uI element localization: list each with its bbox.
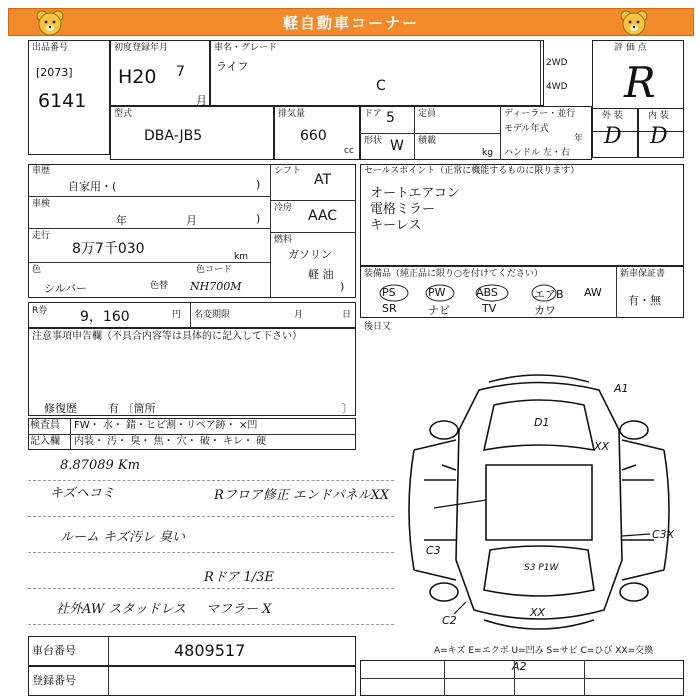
damage-mark: C3X <box>652 528 675 541</box>
color-value: シルバー <box>44 282 87 295</box>
equip-item: TV <box>482 302 497 315</box>
sales-point: キーレス <box>370 218 422 233</box>
hand-note: 社外AW スタッドレス <box>56 602 186 617</box>
damage-mark: S3 P1W <box>524 563 559 573</box>
equip-item: ABS <box>476 286 498 299</box>
equip-item: PW <box>428 286 446 299</box>
name-change-day: 日 <box>342 310 352 320</box>
model-year-label: モデル年式 <box>504 124 549 134</box>
handle-label: ハンドル 左・右 <box>504 148 570 158</box>
car-no-label: 車台番号 <box>32 644 76 657</box>
type-label: 型式 <box>114 109 133 119</box>
auction-sheet <box>24 40 684 696</box>
color-code: NH700M <box>190 280 242 293</box>
shape-label: 形状 <box>364 136 383 146</box>
repair-close: 〕 <box>342 402 353 415</box>
hand-note: キズヘコミ <box>50 486 115 501</box>
shift-label: シフト <box>274 166 302 176</box>
equip-item: ナビ <box>428 304 450 317</box>
lot-label: 出品番号 <box>32 43 69 53</box>
equip-item: AW <box>584 286 602 299</box>
damage-mark: A1 <box>614 382 629 395</box>
color-code-label: 色コード <box>196 265 233 275</box>
equip-label: 装備品（純正品に限り○を付けてください） <box>364 269 543 279</box>
shaken-year: 年 <box>116 214 127 227</box>
damage-mark: C3 <box>426 544 441 557</box>
equip-item: エアB <box>534 288 564 301</box>
warranty-value: 有・無 <box>628 294 661 307</box>
fuel-label: 燃料 <box>274 235 293 245</box>
type-code: DBA-JB5 <box>144 128 203 144</box>
score-label: 評 価 点 <box>614 43 647 53</box>
km-unit: km <box>234 252 248 262</box>
door-count: 5 <box>386 110 395 126</box>
price-box <box>28 302 356 328</box>
shaken-close: ) <box>256 212 261 225</box>
mileage-value: 8万7千030 <box>72 241 145 257</box>
damage-mark: D1 <box>534 416 550 429</box>
fuel-diesel: 軽 油 <box>308 268 334 281</box>
load-label: 積載 <box>418 136 437 146</box>
mileage-label: 走行 <box>32 231 51 241</box>
load-unit: kg <box>482 148 493 158</box>
history-label: 車歴 <box>32 166 51 176</box>
header-bar <box>8 8 694 36</box>
damage-mark: A2 <box>512 660 527 673</box>
history-close: ) <box>256 178 261 191</box>
hand-note: Rフロア修正 エンドパネルXX <box>214 488 390 503</box>
ac-value: AAC <box>308 208 338 224</box>
equip-item: SR <box>382 302 397 315</box>
damage-mark: C2 <box>442 614 457 627</box>
bear-icon <box>619 9 649 39</box>
hand-note: Rドア 1/3E <box>204 570 274 585</box>
equip-circles <box>360 266 616 318</box>
hand-note: ルーム キズ汚レ 臭い <box>60 530 186 545</box>
grade: C <box>376 78 386 94</box>
car-no-value: 4809517 <box>174 641 246 660</box>
car-outline <box>409 375 669 629</box>
repair-value: 有 〔箇所 <box>108 402 156 415</box>
int-grade: D <box>650 124 668 149</box>
dealer-label: ディーラー・並行 <box>504 109 576 119</box>
color-change: 色替 <box>150 281 169 291</box>
diagram-legend: A=キズ E=エクボ U=凹み S=サビ C=ひび XX=交換 <box>434 646 654 656</box>
reg-no-label: 登録番号 <box>32 674 76 687</box>
fuel-close: ) <box>340 280 345 293</box>
shaken-label: 車検 <box>32 199 51 209</box>
shaken-month: 月 <box>186 214 197 227</box>
disp-label: 排気量 <box>278 109 306 119</box>
reg-year: H20 <box>118 66 157 88</box>
sales-label: セールスポイント（正常に機能するものに限ります） <box>364 166 580 176</box>
reg-no-box <box>28 666 356 696</box>
door-label: ドア <box>364 109 382 119</box>
model-name: ライフ <box>216 60 249 73</box>
inspect-row2: 内装・ 汚・ 臭・ 焦・ 穴・ 破・ キレ・ 硬 <box>74 436 267 447</box>
history-value: 自家用・( <box>68 180 117 193</box>
sales-point: オートエアコン <box>370 186 460 201</box>
equip-item: カワ <box>534 304 556 317</box>
ac-label: 冷房 <box>274 203 293 213</box>
int-label: 内 装 <box>648 111 669 121</box>
hand-note: 8.87089 Km <box>60 458 140 473</box>
name-change-label: 名変期限 <box>194 310 231 320</box>
entry-label: 記入欄 <box>30 436 60 447</box>
model-label: 車名・グレード <box>214 43 278 53</box>
ext-label: 外 装 <box>602 111 623 121</box>
drive-4wd: 4WD <box>546 82 568 92</box>
name-change-month: 月 <box>294 310 304 320</box>
header-title: 軽自動車コーナー <box>282 14 419 32</box>
equip-item: PS <box>382 286 396 299</box>
inspector-label: 検査員 <box>30 420 60 431</box>
notes-label: 注意事項申告欄（不具合内容等は具体的に記入して下さい） <box>32 331 302 342</box>
price-label: R券 <box>32 306 48 316</box>
inspect-row1: FW・ 水・ 錆・ヒビ割・リペア跡・ ×凹 <box>74 420 258 431</box>
ext-grade: D <box>604 124 622 149</box>
year-unit: 年 <box>574 134 584 144</box>
lot-sub: [2073] <box>36 66 73 79</box>
price-value: 9，160 <box>80 309 130 325</box>
reg-label: 初度登録年月 <box>114 43 169 53</box>
cap-label: 定員 <box>418 109 437 119</box>
sales-point: 電格ミラー <box>370 202 436 217</box>
shift-value: AT <box>314 172 332 188</box>
disp-value: 660 <box>300 128 327 144</box>
damage-mark: XX <box>530 606 546 619</box>
shape-value: W <box>390 138 404 154</box>
fuel-gasoline: ガソリン <box>288 248 332 261</box>
lot-number: 6141 <box>38 90 87 112</box>
reg-month: 7 <box>176 64 185 80</box>
hand-note: マフラー X <box>206 602 272 617</box>
warranty-label: 新車保証書 <box>620 269 666 279</box>
price-unit: 円 <box>172 310 182 320</box>
month-unit: 月 <box>196 94 207 107</box>
disp-unit: cc <box>344 146 354 156</box>
repair-label: 修復歴 <box>44 402 77 415</box>
color-label: 色 <box>32 265 42 275</box>
score-value: R <box>624 58 656 107</box>
drive-2wd: 2WD <box>546 58 568 68</box>
after-label: 後日又 <box>364 322 392 332</box>
damage-mark: XX <box>594 440 610 453</box>
